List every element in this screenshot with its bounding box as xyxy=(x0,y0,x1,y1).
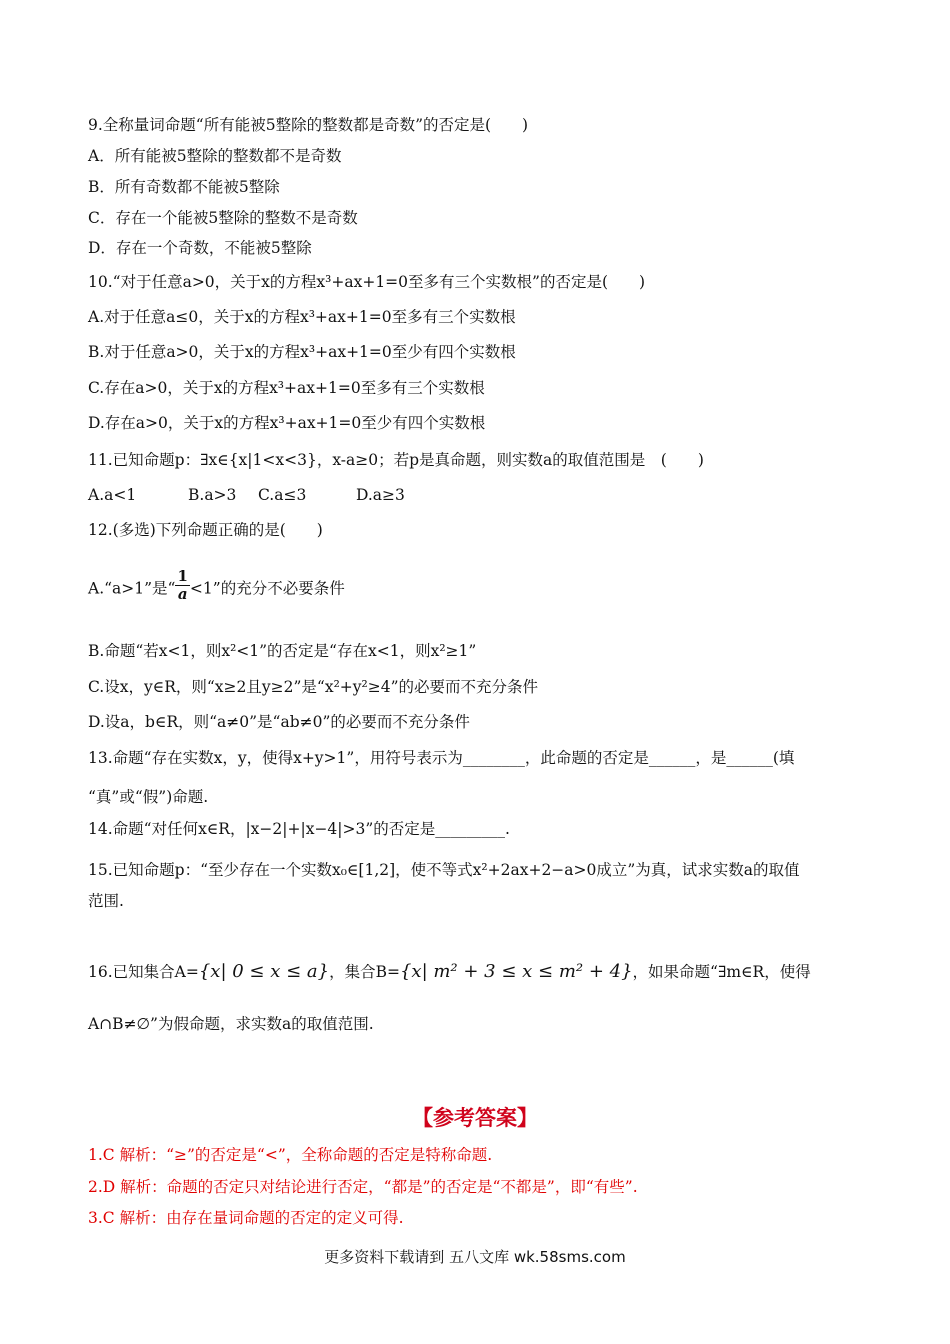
q10-option-d: D.存在a>0，关于x的方程x³+ax+1=0至少有四个实数根 xyxy=(88,414,486,432)
q12-option-a-suffix: <1”的充分不必要条件 xyxy=(189,579,345,598)
answer-item-1: 1.C 解析：“≥”的否定是“<”，全称命题的否定是特称命题. xyxy=(88,1146,493,1164)
q12-option-b: B.命题“若x<1，则x²<1”的否定是“存在x<1，则x²≥1” xyxy=(88,642,477,660)
q11-stem: 11.已知命题p：∃x∈{x|1<x<3}，x-a≥0；若p是真命题，则实数a的取值范围是 ( ) xyxy=(88,451,704,469)
set-b-expression: {x| m² + 3 ≤ x ≤ m² + 4} xyxy=(399,961,633,982)
q12-stem: 12.(多选)下列命题正确的是( ) xyxy=(88,521,323,539)
q9-option-c: C．存在一个能被5整除的整数不是奇数 xyxy=(88,209,358,227)
q13-line-2: “真”或“假”)命题. xyxy=(88,788,209,806)
fraction-one-over-a xyxy=(175,568,189,603)
answer-section-title: 【参考答案】 xyxy=(412,1106,538,1130)
q16-line-2: A∩B≠∅”为假命题，求实数a的取值范围. xyxy=(88,1015,374,1033)
q9-option-d: D．存在一个奇数，不能被5整除 xyxy=(88,239,312,257)
q15-line-2: 范围. xyxy=(88,892,124,910)
q12-option-c: C.设x，y∈R，则“x≥2且y≥2”是“x²+y²≥4”的必要而不充分条件 xyxy=(88,678,539,696)
q11-option-a: A.a<1 xyxy=(88,486,137,504)
q12-option-a xyxy=(88,567,345,603)
q16-text-3: ，如果命题“∃m∈R，使得 xyxy=(632,963,811,981)
q11-option-b: B.a>3 xyxy=(188,486,237,504)
q11-options xyxy=(88,485,405,505)
answer-item-3: 3.C 解析：由存在量词命题的否定的定义可得. xyxy=(88,1209,404,1227)
q10-option-c: C.存在a>0，关于x的方程x³+ax+1=0至多有三个实数根 xyxy=(88,379,485,397)
answer-item-2: 2.D 解析：命题的否定只对结论进行否定，“都是”的否定是“不都是”，即“有些”. xyxy=(88,1178,638,1196)
q12-option-d: D.设a，b∈R，则“a≠0”是“ab≠0”的必要而不充分条件 xyxy=(88,713,470,731)
fraction-denominator: a xyxy=(177,585,188,603)
q10-option-b: B.对于任意a>0，关于x的方程x³+ax+1=0至少有四个实数根 xyxy=(88,343,516,361)
q16-line-1 xyxy=(88,962,811,982)
footer-link-text[interactable]: 更多资料下载请到 五八文库 wk.58sms.com xyxy=(324,1248,626,1266)
q12-option-a-prefix: A.“a>1”是“ xyxy=(88,579,176,598)
q10-stem: 10.“对于任意a>0，关于x的方程x³+ax+1=0至多有三个实数根”的否定是( ) xyxy=(88,273,646,291)
q9-option-b: B．所有奇数都不能被5整除 xyxy=(88,178,280,196)
q11-option-d: D.a≥3 xyxy=(356,486,405,504)
q11-option-c: C.a≤3 xyxy=(258,486,307,504)
q9-stem: 9.全称量词命题“所有能被5整除的整数都是奇数”的否定是( ) xyxy=(88,116,529,134)
set-a-expression: {x| 0 ≤ x ≤ a} xyxy=(198,961,330,982)
q16-text-1: 16.已知集合A= xyxy=(88,963,199,981)
q13-line-1: 13.命题“存在实数x，y，使得x+y>1”，用符号表示为________，此命题的否定是______，是______(填 xyxy=(88,749,795,767)
fraction-numerator: 1 xyxy=(177,567,188,585)
q9-option-a: A．所有能被5整除的整数都不是奇数 xyxy=(88,147,342,165)
q16-text-2: ，集合B= xyxy=(329,963,400,981)
q14-stem: 14.命题“对任何x∈R，|x−2|+|x−4|>3”的否定是_________. xyxy=(88,820,510,838)
q10-option-a: A.对于任意a≤0，关于x的方程x³+ax+1=0至多有三个实数根 xyxy=(88,308,516,326)
q15-line-1: 15.已知命题p：“至少存在一个实数x₀∈[1,2]，使不等式x²+2ax+2−a>0成立”为真，试求实数a的取值 xyxy=(88,861,800,879)
